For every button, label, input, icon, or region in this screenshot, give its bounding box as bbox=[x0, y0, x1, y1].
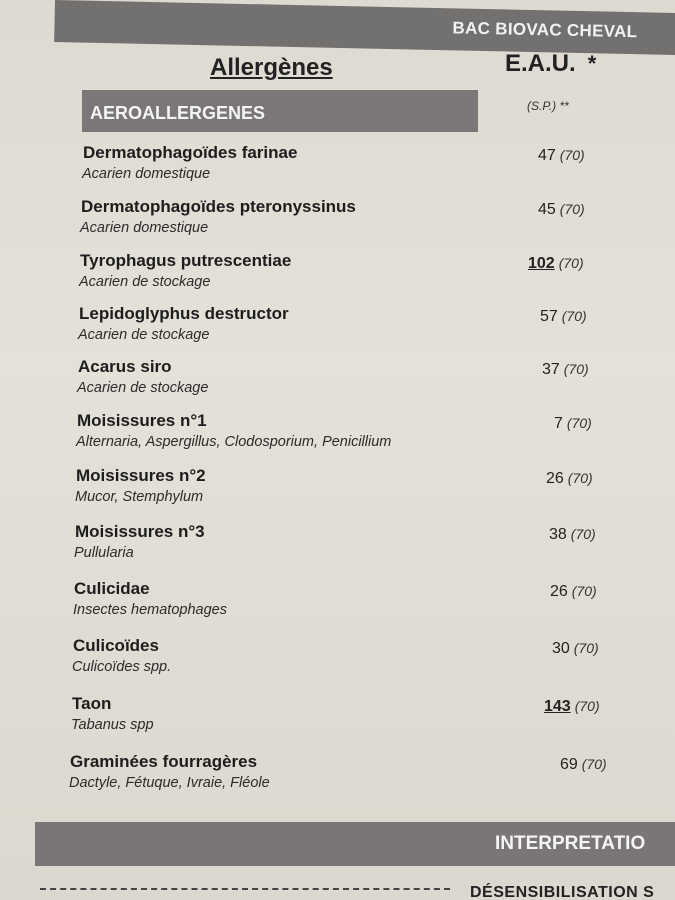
allergen-value bbox=[528, 255, 584, 273]
reference-threshold: (70) bbox=[559, 201, 585, 217]
reference-threshold: (70) bbox=[561, 308, 587, 324]
allergen-row bbox=[0, 251, 675, 303]
allergen-row bbox=[0, 466, 675, 518]
allergen-subtitle: Acarien domestique bbox=[80, 220, 209, 236]
allergen-row bbox=[0, 579, 675, 631]
reference-threshold: (70) bbox=[581, 756, 607, 772]
section-title: AEROALLERGENES bbox=[90, 103, 266, 123]
value-number: 30 bbox=[552, 640, 570, 657]
eau-label: E.A.U. bbox=[505, 50, 576, 77]
value-number: 69 bbox=[560, 756, 578, 773]
allergen-value bbox=[552, 640, 599, 658]
desensitization-label: DÉSENSIBILISATION S bbox=[470, 884, 655, 900]
allergen-subtitle: Mucor, Stemphylum bbox=[75, 489, 204, 505]
value-above-threshold: 143 bbox=[544, 698, 571, 715]
allergen-row bbox=[0, 411, 675, 463]
allergen-row bbox=[0, 752, 675, 804]
reference-threshold: (70) bbox=[574, 698, 600, 714]
allergen-subtitle: Culicoïdes spp. bbox=[72, 659, 172, 675]
value-above-threshold: 102 bbox=[528, 255, 555, 272]
allergen-name: Lepidoglyphus destructor bbox=[79, 304, 289, 323]
allergen-row bbox=[0, 304, 675, 356]
allergen-value bbox=[554, 415, 592, 433]
reference-threshold: (70) bbox=[570, 526, 596, 542]
allergen-name: Taon bbox=[72, 694, 112, 713]
allergen-subtitle: Dactyle, Fétuque, Ivraie, Fléole bbox=[69, 775, 270, 791]
allergen-row bbox=[0, 357, 675, 409]
allergen-subtitle: Acarien domestique bbox=[82, 166, 211, 182]
reference-threshold: (70) bbox=[558, 255, 584, 271]
allergen-row bbox=[0, 636, 675, 688]
allergen-name: Culicoïdes bbox=[73, 636, 159, 655]
allergen-name: Moisissures n°2 bbox=[76, 466, 206, 485]
eau-column-header bbox=[505, 50, 596, 78]
allergen-subtitle: Pullularia bbox=[74, 545, 134, 561]
value-number: 57 bbox=[540, 308, 558, 325]
reference-threshold: (70) bbox=[567, 470, 593, 486]
allergen-subtitle: Acarien de stockage bbox=[79, 274, 211, 290]
allergen-row bbox=[0, 522, 675, 574]
allergen-name: Moisissures n°1 bbox=[77, 411, 207, 430]
allergen-name: Dermatophagoïdes farinae bbox=[83, 143, 298, 162]
sp-unit-label: (S.P.) ** bbox=[527, 99, 569, 113]
allergen-value bbox=[538, 147, 585, 165]
value-number: 47 bbox=[538, 147, 556, 164]
allergen-name: Tyrophagus putrescentiae bbox=[80, 251, 292, 270]
header-title: BAC BIOVAC CHEVAL bbox=[452, 18, 638, 42]
value-number: 45 bbox=[538, 201, 556, 218]
allergen-row bbox=[0, 143, 675, 195]
allergen-subtitle: Insectes hematophages bbox=[73, 602, 227, 618]
section-header bbox=[82, 90, 478, 132]
allergens-column-header: Allergènes bbox=[210, 54, 333, 81]
allergen-name: Graminées fourragères bbox=[70, 752, 258, 771]
eau-footnote-mark: * bbox=[587, 51, 597, 76]
reference-threshold: (70) bbox=[559, 147, 585, 163]
allergen-name: Dermatophagoïdes pteronyssinus bbox=[81, 197, 356, 216]
header-band bbox=[54, 0, 675, 55]
allergen-name: Culicidae bbox=[74, 579, 150, 598]
allergen-value bbox=[549, 526, 596, 544]
allergen-subtitle: Acarien de stockage bbox=[78, 327, 210, 343]
reference-threshold: (70) bbox=[563, 361, 589, 377]
value-number: 26 bbox=[550, 583, 568, 600]
allergen-name: Acarus siro bbox=[78, 357, 172, 376]
allergen-subtitle: Alternaria, Aspergillus, Clodosporium, Penicillium bbox=[76, 434, 392, 450]
interpretation-band bbox=[35, 822, 675, 866]
allergen-row bbox=[0, 197, 675, 249]
allergen-value bbox=[546, 470, 593, 488]
reference-threshold: (70) bbox=[571, 583, 597, 599]
allergen-value bbox=[538, 201, 585, 219]
allergen-row bbox=[0, 694, 675, 746]
allergen-value bbox=[544, 698, 600, 716]
allergen-value bbox=[540, 308, 587, 326]
reference-threshold: (70) bbox=[573, 640, 599, 656]
footer-divider bbox=[40, 888, 450, 896]
allergen-subtitle: Tabanus spp bbox=[71, 717, 154, 733]
reference-threshold: (70) bbox=[566, 415, 592, 431]
allergen-subtitle: Acarien de stockage bbox=[77, 380, 209, 396]
allergen-value bbox=[542, 361, 589, 379]
allergen-value bbox=[550, 583, 597, 601]
allergen-value bbox=[560, 756, 607, 774]
value-number: 38 bbox=[549, 526, 567, 543]
value-number: 37 bbox=[542, 361, 560, 378]
interpretation-title: INTERPRETATIO bbox=[495, 833, 646, 854]
value-number: 26 bbox=[546, 470, 564, 487]
allergen-name: Moisissures n°3 bbox=[75, 522, 205, 541]
value-number: 7 bbox=[554, 415, 563, 432]
